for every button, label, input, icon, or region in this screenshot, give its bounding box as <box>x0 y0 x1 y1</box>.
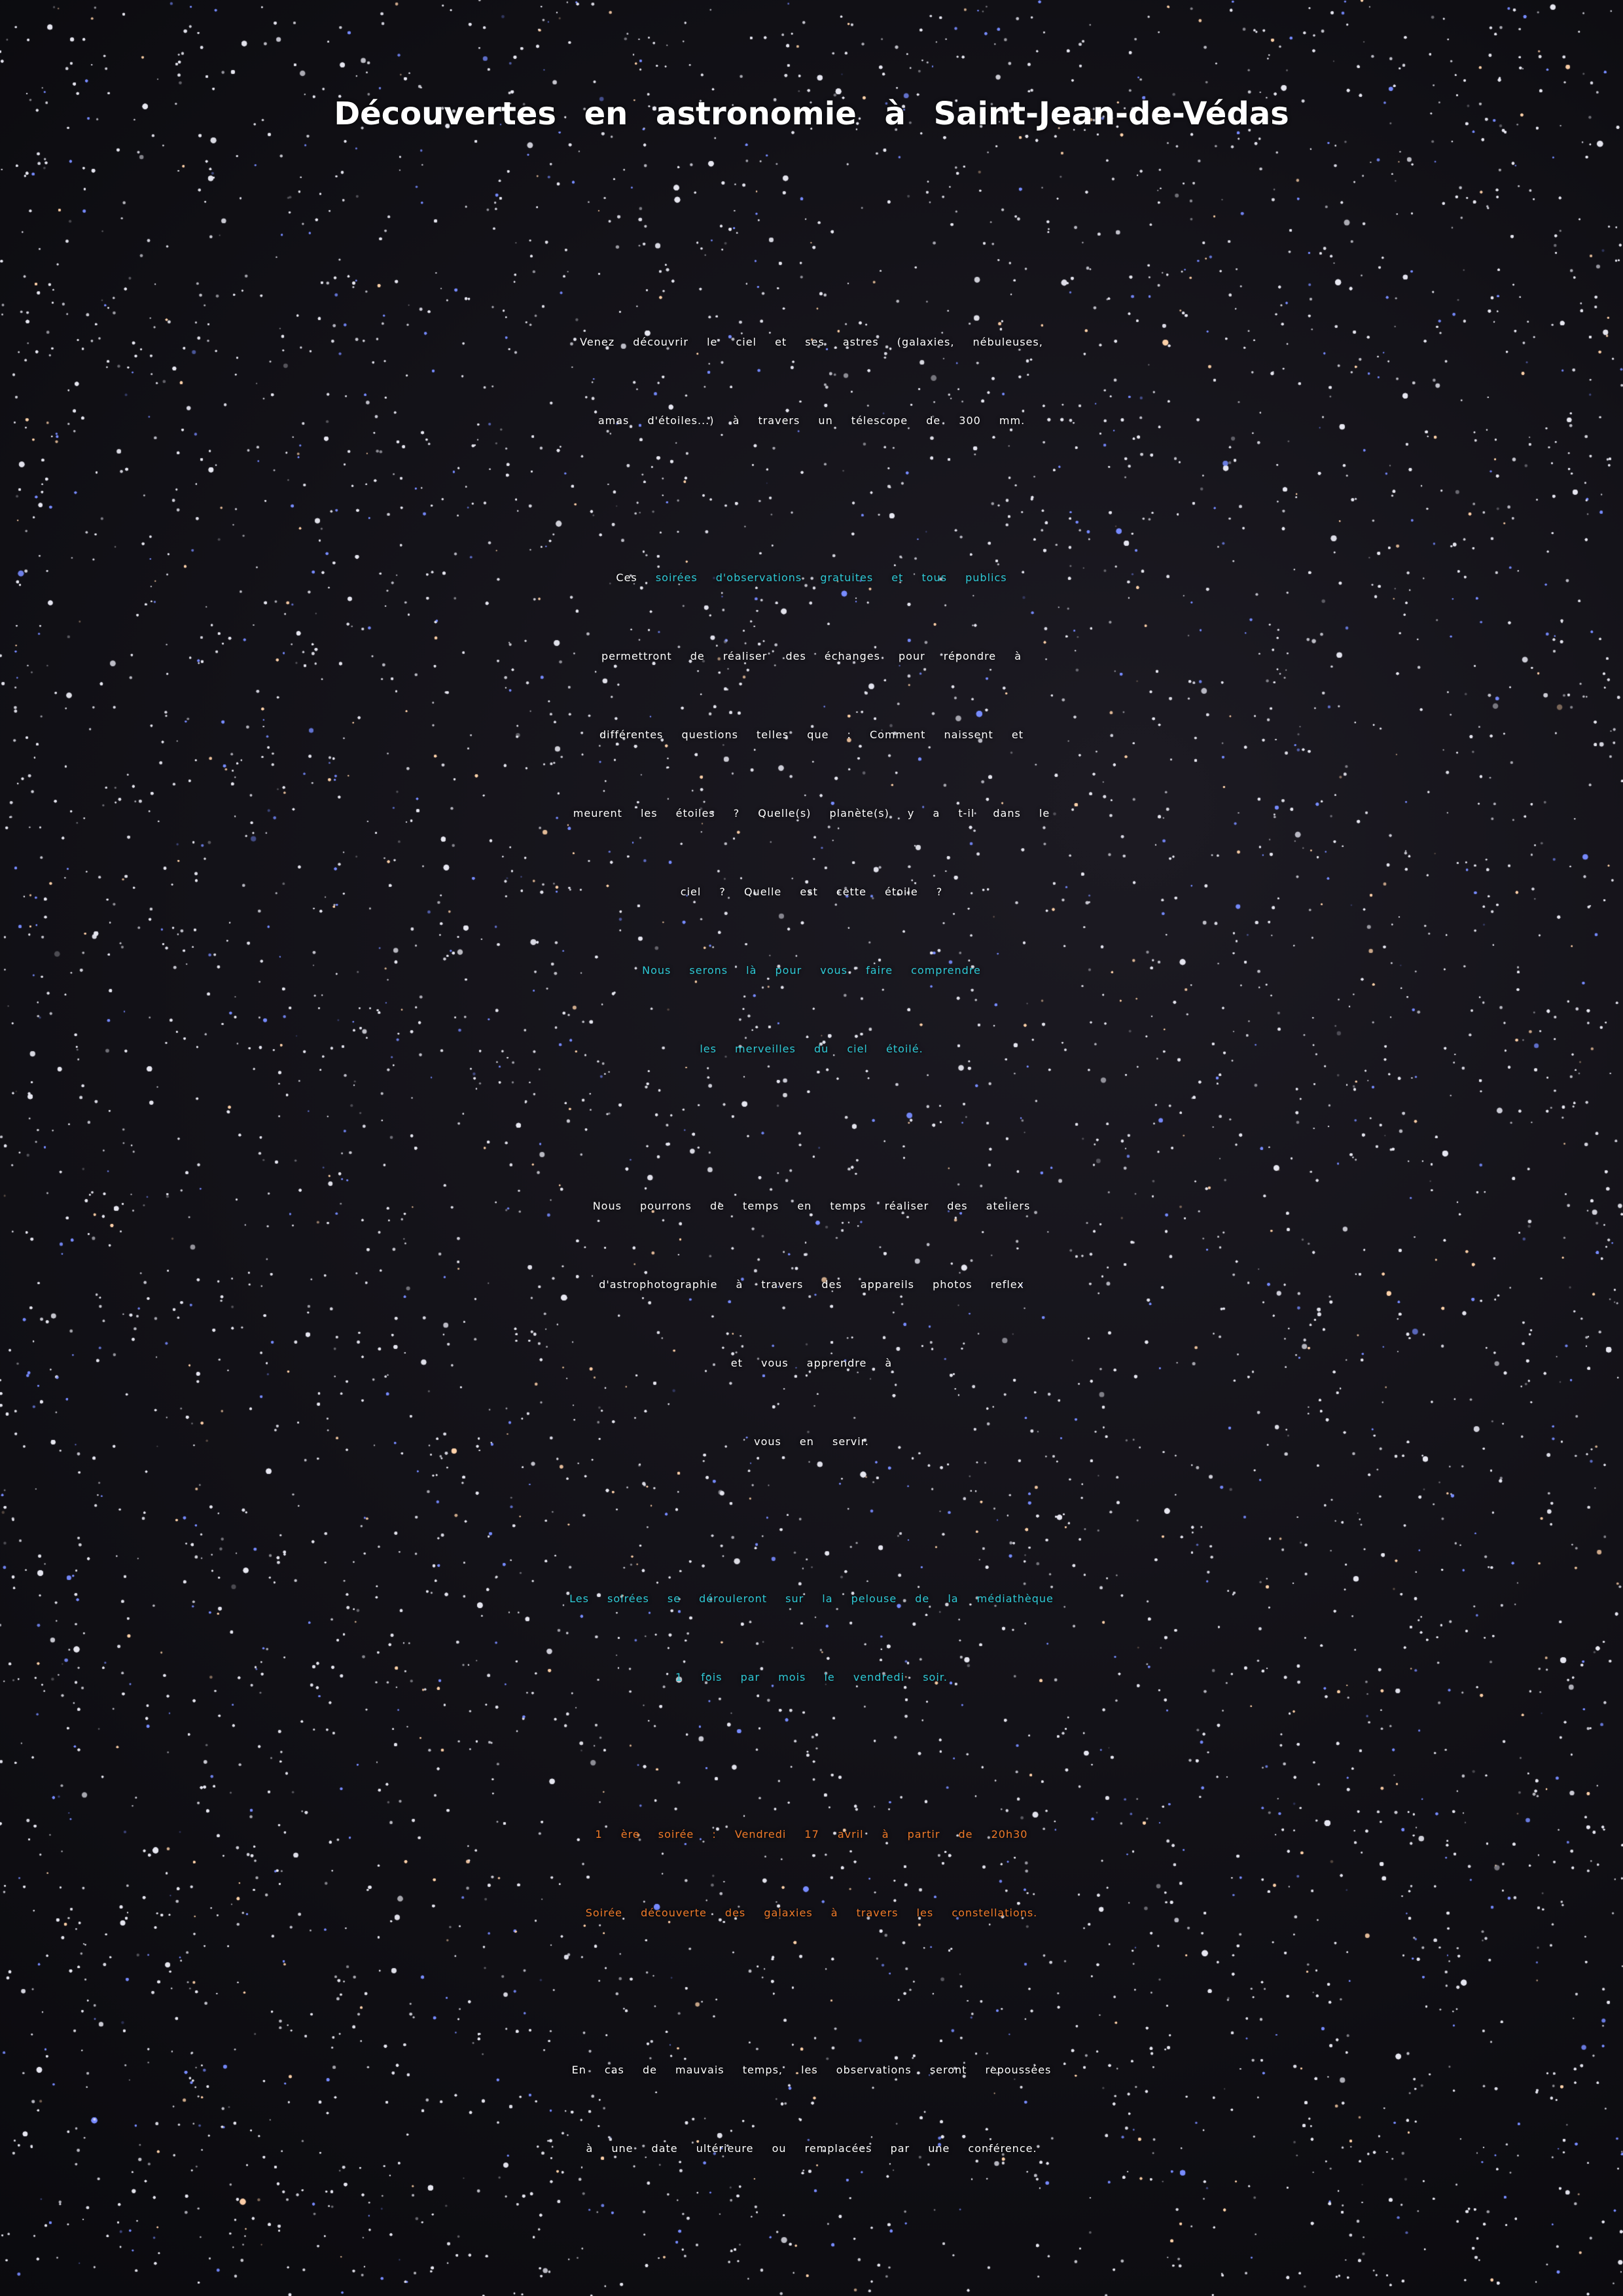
observations-line-1 <box>0 573 1623 583</box>
intro-line-2: amas d'étoiles...) à travers un télescope de 300 mm. <box>597 414 1026 427</box>
workshops-line-2: d'astrophotographie à travers des appareils photos reflex <box>599 1278 1024 1291</box>
observations-line-3: différentes questions telles que : Comment naissent et <box>599 728 1024 741</box>
observations-line-5: ciel ? Quelle est cette étoile ? <box>680 886 943 898</box>
poster-title: Découvertes en astronomie à Saint-Jean-de-Védas <box>334 96 1289 132</box>
observations-highlight: soirées d'observations gratuites et tous publics <box>655 571 1007 584</box>
weather-line-1: En cas de mauvais temps, les observations seront repoussées <box>571 2064 1052 2076</box>
workshops-line-1: Nous pourrons de temps en temps réaliser des ateliers <box>592 1200 1031 1212</box>
first-evening-line-1: 1 ère soirée : Vendredi 17 avril à partir de 20h30 <box>595 1828 1028 1840</box>
intro-line-1: Venez découvrir le ciel et ses astres (galaxies, nébuleuses, <box>580 336 1043 348</box>
workshops-line-3: et vous apprendre à <box>730 1357 893 1369</box>
workshops-line-4: vous en servir. <box>754 1435 869 1448</box>
first-evening-line-2: Soirée découverte des galaxies à travers les constellations. <box>585 1907 1038 1919</box>
observations-prefix: Ces <box>616 571 637 584</box>
observations-line-6: Nous serons là pour vous faire comprendre <box>642 964 981 977</box>
weather-line-2: à une date ultérieure ou remplacées par une conférence. <box>586 2142 1037 2155</box>
observations-line-4: meurent les étoiles ? Quelle(s) planète(s) y a t-il dans le <box>573 807 1050 819</box>
location-line-2: 1 fois par mois le vendredi soir. <box>675 1671 948 1683</box>
location-line-1: Les soirées se dérouleront sur la pelouse de la médiathèque <box>569 1592 1054 1605</box>
observations-line-7: les merveilles du ciel étoilé. <box>700 1043 923 1055</box>
observations-line-2: permettront de réaliser des échanges pour répondre à <box>601 650 1022 662</box>
